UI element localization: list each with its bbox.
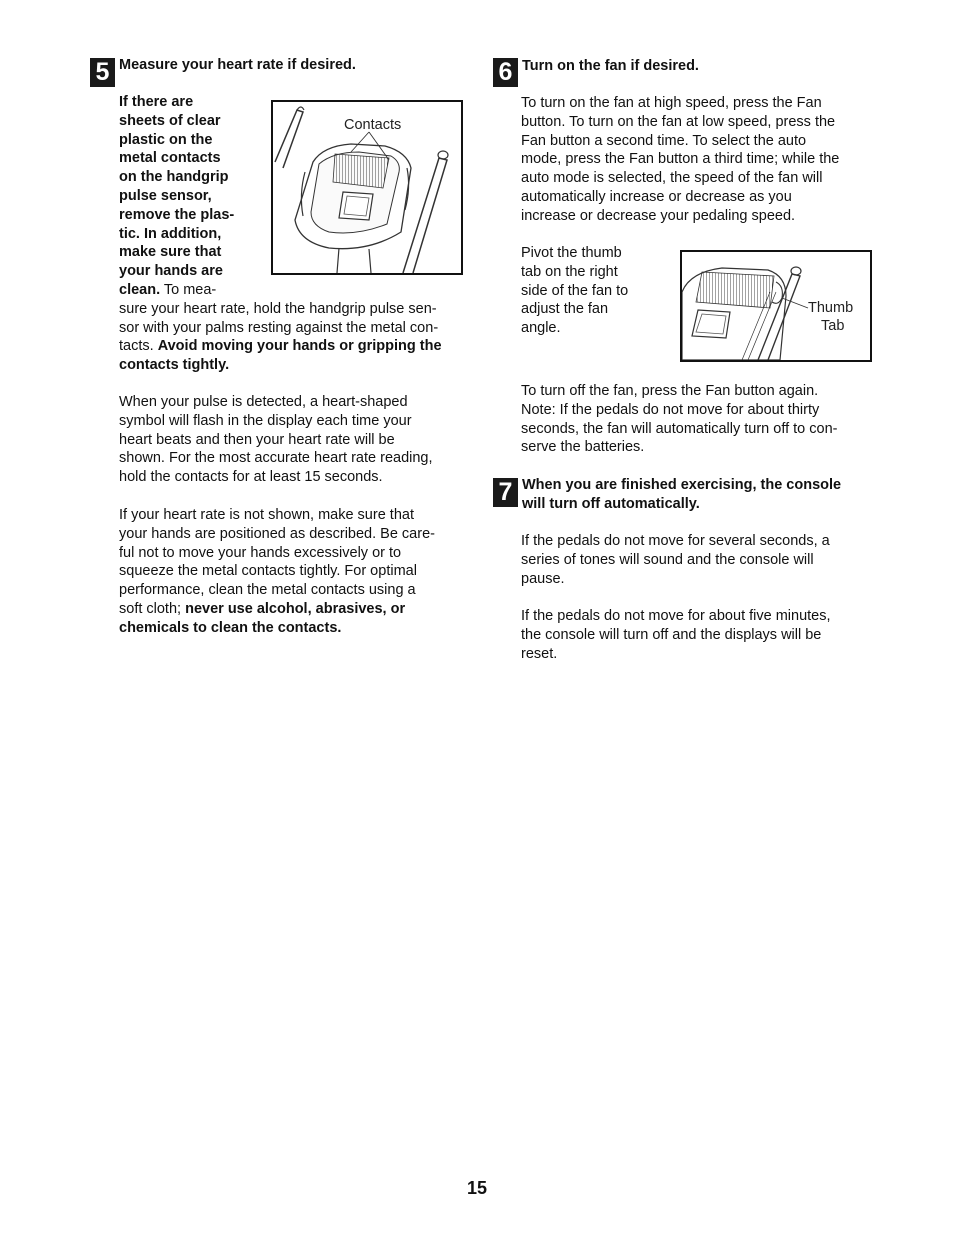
- body-line: side of the fan to: [521, 282, 629, 299]
- intro-line: on the handgrip: [119, 169, 229, 186]
- body-line: performance, clean the metal contacts using a: [119, 582, 416, 599]
- intro-line: metal contacts: [119, 150, 221, 167]
- body-line: ful not to move your hands excessively or to: [119, 544, 402, 561]
- step-5-heading: Measure your heart rate if desired.: [119, 57, 356, 73]
- intro-line: If there are: [119, 94, 194, 110]
- body-line: contacts tightly.: [119, 357, 230, 374]
- heading-line: When you are finished exercising, the console: [522, 477, 842, 493]
- step-6-paragraph-3: [521, 382, 837, 457]
- page-number: 15: [466, 1178, 488, 1198]
- step-7-number-badge: 7: [493, 478, 518, 507]
- body-line: seconds, the fan will automatically turn off to con-: [521, 420, 838, 437]
- body-line: mode, press the Fan button a third time; while the: [521, 151, 840, 168]
- body-line: clean. To mea-: [119, 282, 217, 298]
- body-line: To turn on the fan at high speed, press the Fan: [521, 95, 822, 111]
- step-6-number-badge: 6: [493, 58, 518, 87]
- body-line: chemicals to clean the contacts.: [119, 619, 342, 636]
- intro-line: pulse sensor,: [119, 187, 212, 204]
- body-line: adjust the fan: [521, 301, 609, 318]
- body-line: tacts. Avoid moving your hands or gripping the: [119, 338, 442, 355]
- step-5-number-badge: 5: [90, 58, 115, 87]
- contacts-label: Contacts: [344, 117, 402, 133]
- body-line: tab on the right: [521, 263, 618, 280]
- body-line: If your heart rate is not shown, make sure that: [119, 507, 414, 523]
- intro-line: make sure that: [119, 244, 222, 261]
- step-7-heading: [522, 476, 841, 513]
- body-line: serve the batteries.: [521, 439, 645, 456]
- body-line: sure your heart rate, hold the handgrip pulse sen-: [119, 300, 437, 317]
- body-line: When your pulse is detected, a heart-shaped: [119, 394, 408, 410]
- intro-line: sheets of clear: [119, 112, 221, 129]
- body-line: To turn off the fan, press the Fan button again.: [521, 383, 819, 399]
- body-line: If the pedals do not move for about five minutes,: [521, 608, 831, 624]
- body-line: the console will turn off and the displays will be: [521, 626, 822, 643]
- fan-thumb-tab-figure: [680, 250, 872, 362]
- body-line: sor with your palms resting against the metal con-: [119, 319, 439, 336]
- intro-line: remove the plas-: [119, 206, 235, 223]
- step-6-heading: Turn on the fan if desired.: [522, 58, 699, 74]
- step-5-intro-bold: [119, 93, 234, 281]
- body-line: auto mode is selected, the speed of the fan will: [521, 170, 823, 187]
- body-line: Fan button a second time. To select the auto: [521, 132, 807, 149]
- body-line: automatically increase or decrease as you: [521, 188, 792, 205]
- body-line: increase or decrease your pedaling speed.: [521, 207, 796, 224]
- body-line: soft cloth; never use alcohol, abrasives, or: [119, 600, 406, 617]
- thumb-label: Thumb: [808, 300, 854, 316]
- body-line: shown. For the most accurate heart rate reading,: [119, 450, 433, 467]
- step-6-pivot-text: [521, 244, 628, 338]
- body-line: hold the contacts for at least 15 seconds.: [119, 469, 383, 486]
- body-line: series of tones will sound and the console will: [521, 551, 814, 568]
- intro-line: your hands are: [119, 263, 223, 280]
- step-5-paragraph-2: [119, 393, 433, 487]
- body-line: pause.: [521, 570, 565, 587]
- body-line: symbol will flash in the display each time your: [119, 412, 412, 429]
- body-line: heart beats and then your heart rate will be: [119, 431, 395, 448]
- body-line: reset.: [521, 645, 558, 662]
- step-7-paragraph-2: [521, 607, 831, 663]
- intro-line: tic. In addition,: [119, 225, 222, 242]
- body-line: squeeze the metal contacts tightly. For optimal: [119, 563, 417, 580]
- step-5-paragraph-3: [119, 506, 435, 638]
- step-7-paragraph-1: [521, 532, 830, 588]
- body-line: button. To turn on the fan at low speed, press the: [521, 113, 836, 130]
- heading-line: will turn off automatically.: [522, 495, 700, 512]
- body-line: Note: If the pedals do not move for about thirty: [521, 401, 820, 418]
- step-6-paragraph-1: [521, 94, 839, 226]
- step-5-body: [119, 281, 442, 375]
- tab-label: Tab: [821, 318, 845, 334]
- body-line: Pivot the thumb: [521, 245, 622, 261]
- body-line: If the pedals do not move for several seconds, a: [521, 533, 830, 549]
- body-line: your hands are positioned as described. Be care-: [119, 525, 435, 542]
- body-line: angle.: [521, 320, 561, 337]
- intro-line: plastic on the: [119, 131, 213, 148]
- handgrip-contacts-figure: [271, 100, 463, 275]
